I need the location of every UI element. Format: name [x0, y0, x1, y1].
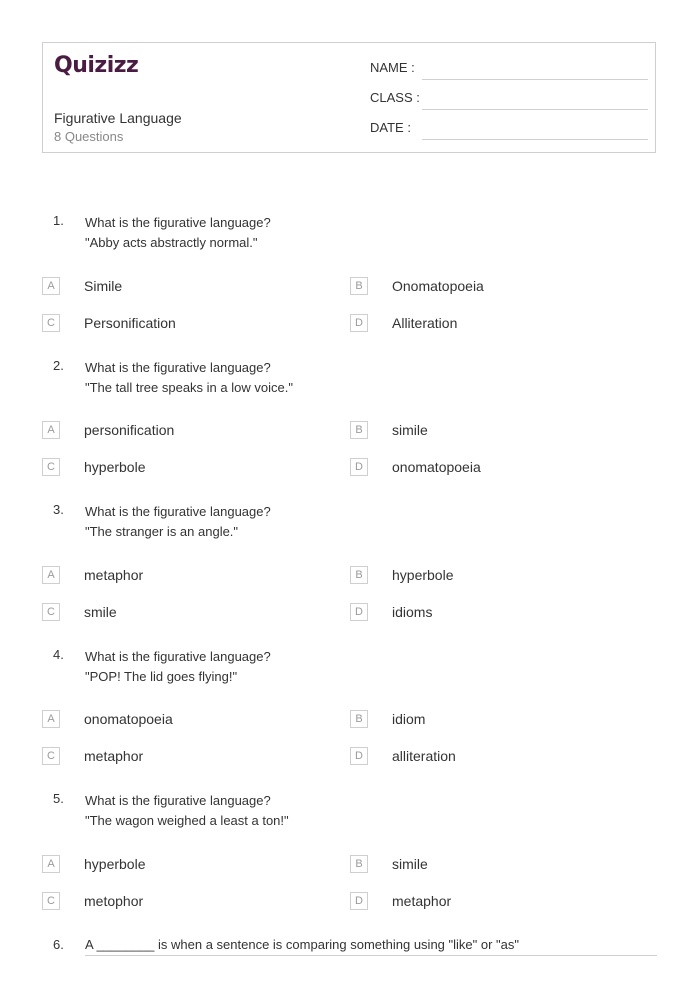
quizizz-logo: Quizizz: [54, 53, 139, 78]
option-text: personification: [84, 422, 175, 438]
option-text: Alliteration: [392, 315, 458, 331]
answer-line[interactable]: [85, 955, 657, 956]
question-number: 3.: [53, 502, 64, 517]
option-letter: D: [350, 747, 368, 765]
option-text: alliteration: [392, 748, 456, 764]
option-text: simile: [392, 856, 428, 872]
question-text: A ________ is when a sentence is comparing something using "like" or "as": [85, 937, 519, 952]
name-field[interactable]: [370, 60, 648, 80]
option-letter: B: [350, 566, 368, 584]
option-text: metaphor: [84, 748, 144, 764]
option-letter: A: [42, 710, 60, 728]
option-letter: B: [350, 710, 368, 728]
date-label: DATE :: [370, 120, 411, 135]
question-text: What is the figurative language? "The stranger is an angle.": [85, 504, 271, 539]
option-text: metaphor: [392, 893, 452, 909]
option-letter: A: [42, 566, 60, 584]
option-letter: C: [42, 603, 60, 621]
option-letter: A: [42, 855, 60, 873]
option-text: idiom: [392, 711, 426, 727]
question-text: What is the figurative language? "Abby acts abstractly normal.": [85, 215, 271, 250]
option-text: idioms: [392, 604, 433, 620]
option-text: Personification: [84, 315, 176, 331]
option-text: smile: [84, 604, 117, 620]
date-field[interactable]: [370, 120, 648, 140]
option-letter: B: [350, 277, 368, 295]
option-letter: A: [42, 277, 60, 295]
option-text: hyperbole: [392, 567, 454, 583]
option-letter: D: [350, 892, 368, 910]
question-number: 1.: [53, 213, 64, 228]
option-text: Simile: [84, 278, 123, 294]
question-text: What is the figurative language? "The tall tree speaks in a low voice.": [85, 360, 293, 395]
question-text: What is the figurative language? "POP! The lid goes flying!": [85, 649, 271, 684]
question-number: 5.: [53, 791, 64, 806]
class-line: [422, 109, 648, 110]
name-line: [422, 79, 648, 80]
option-letter: D: [350, 603, 368, 621]
option-text: metaphor: [84, 567, 144, 583]
option-letter: A: [42, 421, 60, 439]
option-letter: D: [350, 458, 368, 476]
question-number: 2.: [53, 358, 64, 373]
worksheet-header: [42, 42, 656, 153]
class-label: CLASS :: [370, 90, 420, 105]
option-letter: B: [350, 421, 368, 439]
option-text: metophor: [84, 893, 144, 909]
date-line: [422, 139, 648, 140]
option-text: onomatopoeia: [84, 711, 173, 727]
option-text: onomatopoeia: [392, 459, 481, 475]
option-letter: C: [42, 892, 60, 910]
question-text: What is the figurative language? "The wagon weighed a least a ton!": [85, 793, 289, 828]
option-letter: C: [42, 314, 60, 332]
name-label: NAME :: [370, 60, 415, 75]
option-letter: C: [42, 747, 60, 765]
question-number: 4.: [53, 647, 64, 662]
option-text: hyperbole: [84, 459, 146, 475]
option-letter: D: [350, 314, 368, 332]
option-letter: B: [350, 855, 368, 873]
option-letter: C: [42, 458, 60, 476]
option-text: simile: [392, 422, 428, 438]
class-field[interactable]: [370, 90, 648, 110]
option-text: hyperbole: [84, 856, 146, 872]
question-count: 8 Questions: [54, 129, 124, 144]
worksheet-title: Figurative Language: [54, 110, 182, 126]
question-number: 6.: [53, 937, 64, 952]
question-6: [0, 935, 700, 957]
option-text: Onomatopoeia: [392, 278, 484, 294]
